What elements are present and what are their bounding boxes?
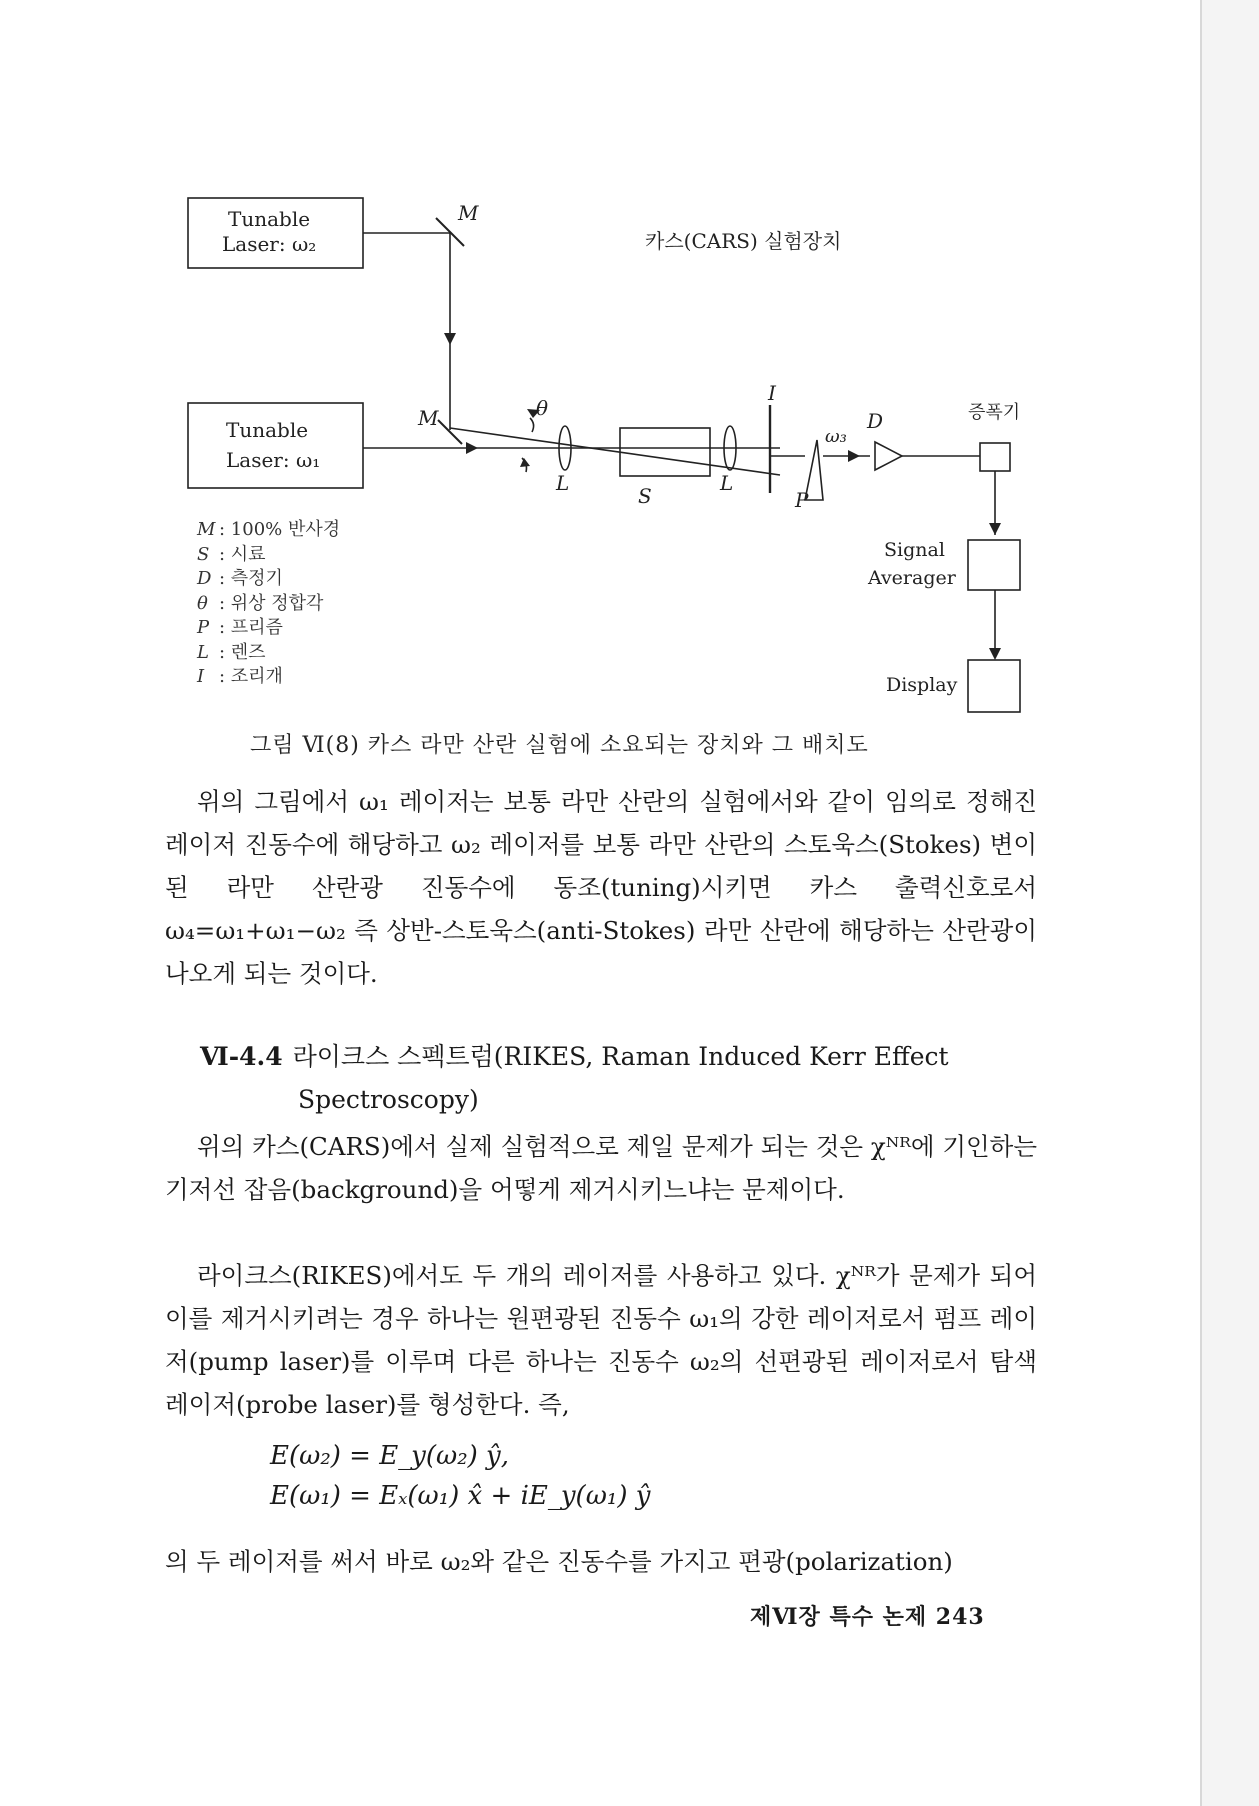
legend-row <box>197 665 340 690</box>
paragraph-3 <box>165 1254 1037 1426</box>
legend-text: : 위상 정합각 <box>219 592 324 614</box>
legend-symbol: M <box>197 519 216 540</box>
figure-caption: 그림 Ⅵ(8) 카스 라만 산란 실험에 소요되는 장치와 그 배치도 <box>250 733 869 758</box>
sample-box <box>620 428 710 476</box>
section-heading <box>200 1035 1040 1121</box>
lens2-label: L <box>720 471 734 495</box>
figure-title: 카스(CARS) 실험장치 <box>645 229 842 253</box>
paragraph-text: 위의 그림에서 ω₁ 레이저는 보통 라만 산란의 실험에서와 같이 임의로 정해진 레이저 진동수에 해당하고 ω₂ 레이저를 보통 라만 산란의 스토욱스(Stokes) 변이된 라만 산란광 진동수에 동조(tuning)시키면 카스 출력신호로서 ω₄=ω₁+ω₁−ω₂ 즉 상반-스토욱스(anti-Stokes) 라만 산란에 해당하는 산란광이 나오게 되는 것이다. <box>165 787 1037 988</box>
legend-symbol: I <box>197 666 205 687</box>
paragraph-text: 라이크스(RIKES)에서도 두 개의 레이저를 사용하고 있다. χᴺᴿ가 문제가 되어 이를 제거시키려는 경우 하나는 원편광된 진동수 ω₁의 강한 레이저로서 펌프 레이저(pump laser)를 이루며 다른 하나는 진동수 ω₂의 선편광된 레이저로서 탐색 레이저(probe laser)를 형성한다. 즉, <box>165 1261 1037 1419</box>
legend-row <box>197 567 340 592</box>
amplifier-label: 증폭기 <box>968 402 1021 423</box>
laser-omega1-line1: Tunable <box>226 418 309 442</box>
legend-row <box>197 592 340 617</box>
paragraph-text: 위의 카스(CARS)에서 실제 실험적으로 제일 문제가 되는 것은 χᴺᴿ에 기인하는 기저선 잡음(background)을 어떻게 제거시키느냐는 문제이다. <box>165 1132 1037 1204</box>
paragraph-4 <box>165 1540 1037 1583</box>
legend-row <box>197 543 340 568</box>
laser-omega2-line2: Laser: ω₂ <box>222 232 317 256</box>
laser-omega1-line2: Laser: ω₁ <box>226 448 321 472</box>
detector-label: D <box>867 409 884 433</box>
paragraph-1 <box>165 780 1037 995</box>
section-title-line2: Spectroscopy) <box>298 1085 479 1114</box>
legend-symbol: L <box>197 641 209 663</box>
equation-2: E(ω₁) = Eₓ(ω₁) x̂ + iE_y(ω₁) ŷ <box>270 1481 651 1511</box>
legend-symbol: P <box>197 617 210 638</box>
cars-setup-diagram <box>0 0 1200 760</box>
averager-line1: Signal <box>884 539 945 561</box>
laser-omega1-box <box>188 403 363 488</box>
iris-label: I <box>768 381 776 405</box>
section-title-line1: 라이크스 스펙트럼(RIKES, Raman Induced Kerr Effect <box>292 1042 949 1071</box>
page-footer: 제Ⅵ장 특수 논제 243 <box>750 1604 985 1630</box>
theta-label: θ <box>536 396 549 420</box>
legend-symbol: θ <box>197 592 208 614</box>
legend-symbol: D <box>197 568 212 589</box>
section-number: Ⅵ-4.4 <box>200 1042 283 1071</box>
legend-text: : 시료 <box>219 543 266 565</box>
legend-row <box>197 616 340 641</box>
sample-label: S <box>638 484 652 508</box>
legend-row <box>197 641 340 666</box>
legend-row <box>197 518 340 543</box>
lens1-label: L <box>556 471 570 495</box>
paragraph-text: 의 두 레이저를 써서 바로 ω₂와 같은 진동수를 가지고 편광(polarization) <box>165 1547 953 1576</box>
prism-label: P <box>795 488 809 512</box>
legend-text: : 렌즈 <box>219 641 266 663</box>
mirror-top-label: M <box>458 201 479 225</box>
figure-legend <box>197 518 340 690</box>
mirror-bottom-label: M <box>418 406 439 430</box>
signal-averager-box <box>968 540 1020 590</box>
amplifier-box <box>980 443 1010 471</box>
paragraph-2 <box>165 1125 1037 1211</box>
legend-text: : 프리즘 <box>219 617 283 638</box>
viewer-side-margin <box>1202 0 1259 1806</box>
omega3-label: ω₃ <box>825 426 847 447</box>
legend-text: : 조리개 <box>219 666 283 687</box>
laser-omega2-line1: Tunable <box>228 207 311 231</box>
averager-line2: Averager <box>868 567 956 589</box>
legend-text: : 측정기 <box>219 568 283 589</box>
display-label: Display <box>886 674 958 696</box>
equation-1: E(ω₂) = E_y(ω₂) ŷ, <box>270 1441 510 1471</box>
display-box <box>968 660 1020 712</box>
legend-text: : 100% 반사경 <box>219 519 341 540</box>
legend-symbol: S <box>197 543 210 565</box>
